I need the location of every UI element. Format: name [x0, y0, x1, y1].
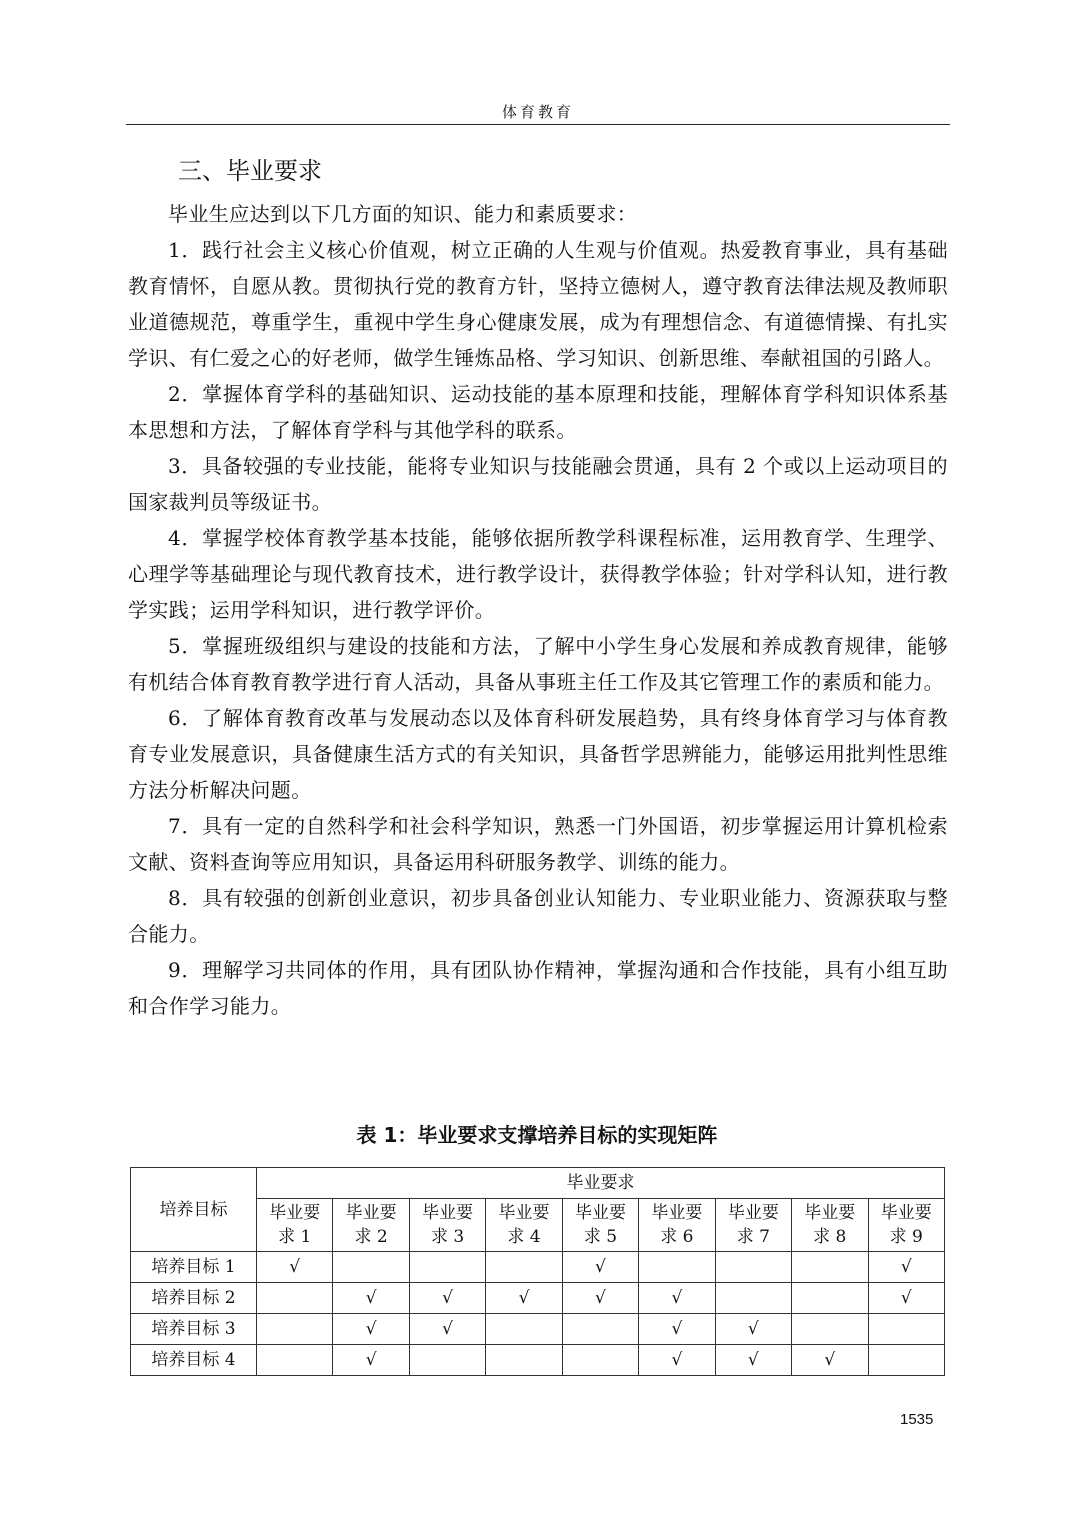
column-header-line2: 求 7: [736, 1227, 770, 1247]
row-label: 培养目标 4: [131, 1345, 257, 1376]
matrix-cell: [486, 1314, 562, 1345]
table-row: [131, 1345, 945, 1376]
section-title: 三、毕业要求: [178, 157, 322, 185]
matrix-cell: [257, 1283, 333, 1314]
row-label: 培养目标 1: [131, 1252, 257, 1283]
matrix-cell: [792, 1252, 868, 1283]
matrix-cell: √: [868, 1252, 945, 1283]
column-header-line1: 毕业要: [804, 1203, 856, 1223]
matrix-cell: [868, 1345, 945, 1376]
column-header: [792, 1199, 868, 1252]
column-header-line1: 毕业要: [574, 1203, 626, 1223]
matrix-cell: √: [257, 1252, 333, 1283]
matrix-cell: [562, 1314, 638, 1345]
matrix-cell: [792, 1314, 868, 1345]
requirement-6-paragraph: 6．了解体育教育改革与发展动态以及体育科研发展趋势，具有终身体育学习与体育教育专业发展意识，具备健康生活方式的有关知识，具备哲学思辨能力，能够运用批判性思维方法分析解决问题。: [128, 706, 948, 802]
table-row: [131, 1283, 945, 1314]
requirement-2-paragraph: 2．掌握体育学科的基础知识、运动技能的基本原理和技能，理解体育学科知识体系基本思想和方法，了解体育学科与其他学科的联系。: [128, 382, 948, 442]
column-header: [333, 1199, 409, 1252]
column-header-line2: 求 5: [583, 1227, 618, 1247]
matrix-cell: √: [409, 1283, 485, 1314]
table-title: 表 1：毕业要求支撑培养目标的实现矩阵: [356, 1123, 718, 1147]
matrix-cell: √: [333, 1283, 409, 1314]
requirement-8-paragraph: 8．具有较强的创新创业意识，初步具备创业认知能力、专业职业能力、资源获取与整合能力。: [128, 886, 948, 946]
table-row: [131, 1314, 945, 1345]
column-header-line1: 毕业要: [880, 1203, 932, 1223]
matrix-cell: [257, 1345, 333, 1376]
matrix-cell: √: [639, 1314, 715, 1345]
row-label: 培养目标 3: [131, 1314, 257, 1345]
matrix-cell: √: [715, 1314, 791, 1345]
column-header-line2: 求 1: [278, 1227, 312, 1247]
matrix-cell: √: [715, 1345, 791, 1376]
body-text: [128, 196, 948, 1024]
column-header-line2: 求 6: [660, 1227, 694, 1247]
column-header: [562, 1199, 638, 1252]
requirements-matrix-table: [130, 1167, 945, 1376]
matrix-cell: [486, 1345, 562, 1376]
column-header-line1: 毕业要: [651, 1203, 703, 1223]
matrix-cell: [257, 1314, 333, 1345]
column-header-line1: 毕业要: [269, 1203, 321, 1223]
requirement-9-paragraph: 9．理解学习共同体的作用，具有团队协作精神，掌握沟通和合作技能，具有小组互助和合作学习能力。: [128, 958, 948, 1018]
column-header: [639, 1199, 715, 1252]
row-label: 培养目标 2: [131, 1283, 257, 1314]
matrix-cell: √: [639, 1345, 715, 1376]
column-header: [409, 1199, 485, 1252]
matrix-cell: √: [792, 1345, 868, 1376]
running-head: 体育教育: [126, 100, 950, 125]
column-header-line2: 求 3: [430, 1227, 465, 1247]
matrix-cell: [792, 1283, 868, 1314]
requirement-5-paragraph: 5．掌握班级组织与建设的技能和方法，了解中小学生身心发展和养成教育规律，能够有机结合体育教育教学进行育人活动，具备从事班主任工作及其它管理工作的素质和能力。: [128, 634, 948, 694]
matrix-cell: √: [562, 1283, 638, 1314]
column-header: [715, 1199, 791, 1252]
matrix-cell: √: [868, 1283, 945, 1314]
group-header-cell: 毕业要求: [257, 1168, 945, 1199]
requirement-4-paragraph: 4．掌握学校体育教学基本技能，能够依据所教学科课程标准，运用教育学、生理学、心理学等基础理论与现代教育技术，进行教学设计，获得教学体验；针对学科认知，进行教学实践；运用学科知识，进行教学评价。: [128, 526, 948, 622]
column-header-line2: 求 8: [813, 1227, 847, 1247]
matrix-cell: [409, 1252, 485, 1283]
column-header-line2: 求 4: [507, 1227, 541, 1247]
requirement-7-paragraph: 7．具有一定的自然科学和社会科学知识，熟悉一门外国语，初步掌握运用计算机检索文献、资料查询等应用知识，具备运用科研服务教学、训练的能力。: [128, 814, 948, 874]
column-header-line1: 毕业要: [498, 1203, 550, 1223]
table-header-row: [131, 1168, 945, 1199]
column-header: [868, 1199, 945, 1252]
matrix-cell: [409, 1345, 485, 1376]
matrix-cell: [715, 1283, 791, 1314]
matrix-cell: [333, 1252, 409, 1283]
matrix-cell: √: [333, 1314, 409, 1345]
matrix-cell: √: [562, 1252, 638, 1283]
column-header: [486, 1199, 562, 1252]
column-header-line1: 毕业要: [727, 1203, 779, 1223]
matrix-cell: √: [409, 1314, 485, 1345]
column-header-line2: 求 2: [354, 1227, 388, 1247]
matrix-cell: √: [486, 1283, 562, 1314]
column-header-line2: 求 9: [889, 1227, 923, 1247]
page-number: 1535: [900, 1411, 934, 1428]
matrix-cell: [562, 1345, 638, 1376]
requirement-1-paragraph: 1．践行社会主义核心价值观，树立正确的人生观与价值观。热爱教育事业，具有基础教育情怀，自愿从教。贯彻执行党的教育方针，坚持立德树人，遵守教育法律法规及教师职业道德规范，尊重学生，重视中学生身心健康发展，成为有理想信念、有道德情操、有扎实学识、有仁爱之心的好老师，做学生锤炼品格、学习知识、创新思维、奉献祖国的引路人。: [128, 238, 948, 370]
column-header-line1: 毕业要: [422, 1203, 474, 1223]
row-header-cell: 培养目标: [131, 1168, 257, 1252]
matrix-cell: √: [639, 1283, 715, 1314]
table-row: [131, 1252, 945, 1283]
column-header: [257, 1199, 333, 1252]
matrix-cell: [868, 1314, 945, 1345]
column-header-line1: 毕业要: [345, 1203, 397, 1223]
intro-paragraph: 毕业生应达到以下几方面的知识、能力和素质要求：: [168, 202, 638, 226]
matrix-cell: [639, 1252, 715, 1283]
matrix-cell: [715, 1252, 791, 1283]
matrix-cell: [486, 1252, 562, 1283]
matrix-cell: √: [333, 1345, 409, 1376]
requirement-3-paragraph: 3．具备较强的专业技能，能将专业知识与技能融会贯通，具有 2 个或以上运动项目的国家裁判员等级证书。: [128, 454, 948, 514]
